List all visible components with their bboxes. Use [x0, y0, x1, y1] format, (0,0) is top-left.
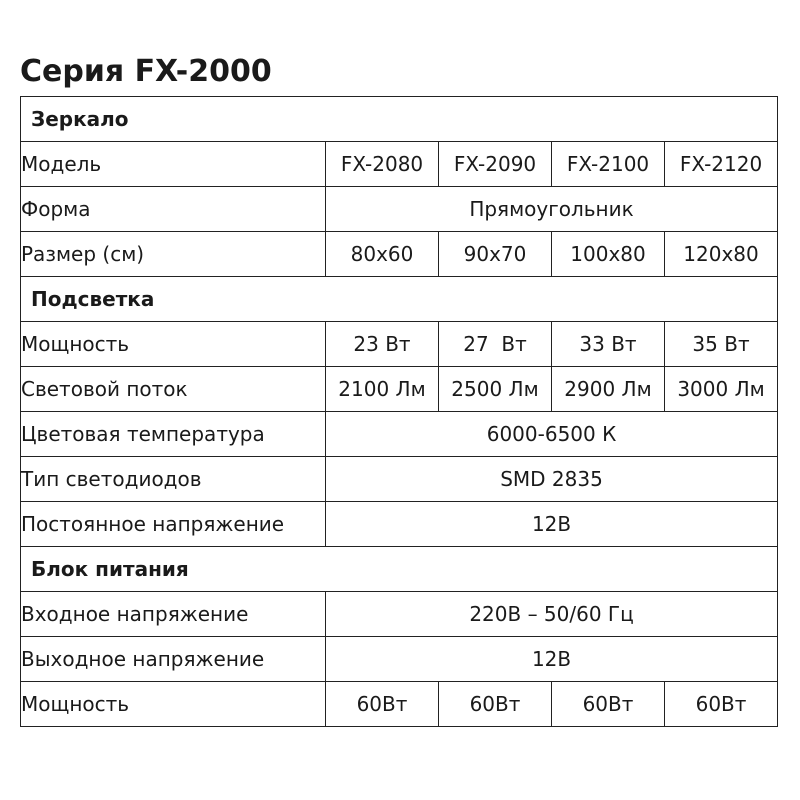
cell-psu-power-4: 60Вт [665, 682, 778, 727]
row-label-led-type: Тип светодиодов [21, 457, 326, 502]
cell-model-3: FX-2100 [552, 142, 665, 187]
row-label-output-voltage: Выходное напряжение [21, 637, 326, 682]
cell-color-temp: 6000-6500 К [326, 412, 778, 457]
row-label-power: Мощность [21, 322, 326, 367]
cell-power-2: 27 Вт [439, 322, 552, 367]
cell-psu-power-2: 60Вт [439, 682, 552, 727]
row-label-dc-voltage: Постоянное напряжение [21, 502, 326, 547]
row-label-shape: Форма [21, 187, 326, 232]
section-title-lighting: Подсветка [21, 277, 778, 322]
table-row-size [21, 232, 778, 277]
table-row-psu-power [21, 682, 778, 727]
cell-power-4: 35 Вт [665, 322, 778, 367]
cell-model-2: FX-2090 [439, 142, 552, 187]
cell-size-2: 90x70 [439, 232, 552, 277]
cell-shape: Прямоугольник [326, 187, 778, 232]
section-title-power-supply: Блок питания [21, 547, 778, 592]
cell-dc-voltage: 12В [326, 502, 778, 547]
table-row-dc-voltage [21, 502, 778, 547]
spec-table [20, 96, 778, 727]
cell-input-voltage: 220В – 50/60 Гц [326, 592, 778, 637]
row-label-model: Модель [21, 142, 326, 187]
row-label-input-voltage: Входное напряжение [21, 592, 326, 637]
cell-model-1: FX-2080 [326, 142, 439, 187]
cell-flux-3: 2900 Лм [552, 367, 665, 412]
cell-psu-power-1: 60Вт [326, 682, 439, 727]
page-title: Серия FX-2000 [20, 54, 272, 89]
section-row-mirror [21, 97, 778, 142]
cell-led-type: SMD 2835 [326, 457, 778, 502]
table-row-flux [21, 367, 778, 412]
cell-size-4: 120x80 [665, 232, 778, 277]
table-row-input-voltage [21, 592, 778, 637]
row-label-color-temp: Цветовая температура [21, 412, 326, 457]
table-row-model [21, 142, 778, 187]
cell-flux-1: 2100 Лм [326, 367, 439, 412]
cell-psu-power-3: 60Вт [552, 682, 665, 727]
cell-flux-2: 2500 Лм [439, 367, 552, 412]
cell-power-1: 23 Вт [326, 322, 439, 367]
table-row-color-temp [21, 412, 778, 457]
section-row-power-supply [21, 547, 778, 592]
table-row-output-voltage [21, 637, 778, 682]
cell-model-4: FX-2120 [665, 142, 778, 187]
table-row-led-type [21, 457, 778, 502]
cell-output-voltage: 12В [326, 637, 778, 682]
section-title-mirror: Зеркало [21, 97, 778, 142]
cell-power-3: 33 Вт [552, 322, 665, 367]
row-label-size: Размер (см) [21, 232, 326, 277]
table-row-shape [21, 187, 778, 232]
cell-size-1: 80x60 [326, 232, 439, 277]
table-row-power [21, 322, 778, 367]
section-row-lighting [21, 277, 778, 322]
row-label-psu-power: Мощность [21, 682, 326, 727]
cell-flux-4: 3000 Лм [665, 367, 778, 412]
cell-size-3: 100x80 [552, 232, 665, 277]
row-label-flux: Световой поток [21, 367, 326, 412]
